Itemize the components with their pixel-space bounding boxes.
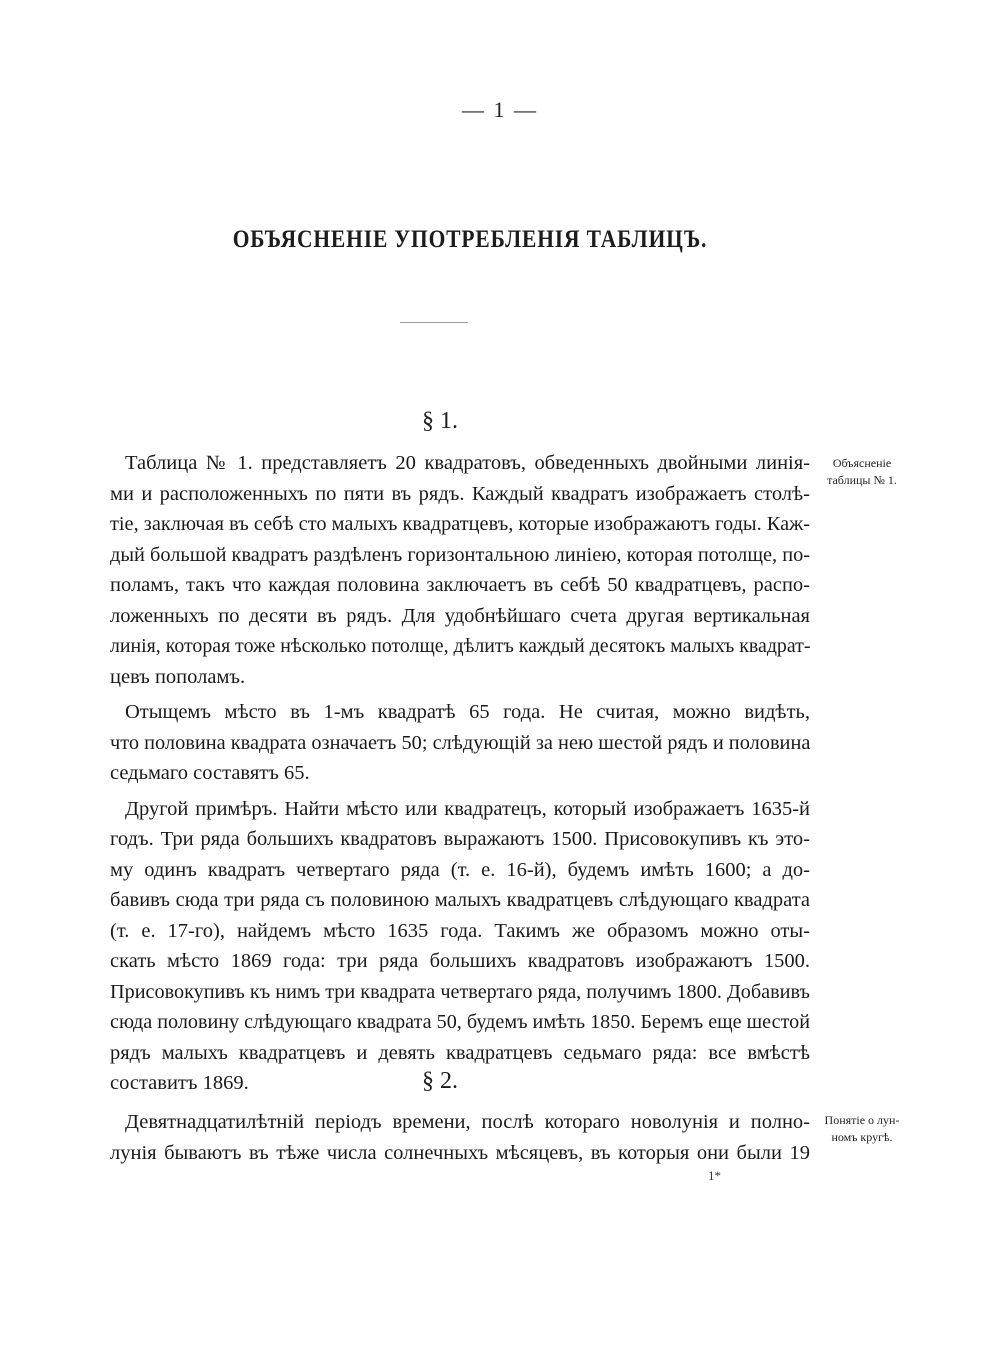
text-line: Девятнадцатилѣтній періодъ времени, послѣ котораго новолунія и полно- (125, 1111, 810, 1133)
section-2-mark: § 2. (422, 1068, 458, 1094)
text-line: что половина квадрата означаетъ 50; слѣдующій за нею шестой рядъ и половина (110, 731, 811, 754)
text-line: поламъ, такъ что каждая половина заключаетъ въ себѣ 50 квадратцевъ, распо- (110, 574, 810, 596)
section-2-margin-note (818, 1112, 906, 1146)
text-line: лунія бываютъ въ тѣже числа солнечныхъ мѣсяцевъ, въ которыя они были 19 (110, 1141, 810, 1164)
section-1-margin-note (818, 455, 906, 489)
text-line: ми и расположенныхъ по пяти въ рядъ. Каждый квадратъ изображаетъ столѣ- (110, 482, 810, 505)
text-line: цевъ пополамъ. (110, 665, 246, 688)
text-line: дый большой квадратъ раздѣленъ горизонтальною линіею, которая потолще, по- (110, 543, 811, 566)
margin-note-line: Понятіе о лун- (824, 1113, 900, 1127)
margin-note-line: номъ кругѣ. (831, 1130, 893, 1144)
text-line: Таблица № 1. представляетъ 20 квадратовъ, обведенныхъ двойными линія- (125, 452, 810, 474)
margin-note-line: Объясненіе (832, 456, 892, 470)
signature-mark: 1* (708, 1168, 721, 1183)
title-divider (400, 322, 468, 323)
text-line: линія, которая тоже нѣсколько потолще, дѣлитъ каждый десятокъ малыхъ квадрат- (110, 635, 811, 657)
text-line: му одинъ квадратъ четвертаго ряда (т. е. 16-й), будемъ имѣть 1600; а до- (110, 858, 810, 881)
section-1-body (110, 448, 810, 1099)
page-number: — 1 — (462, 97, 538, 122)
text-line: рядъ малыхъ квадратцевъ и девять квадратцевъ седьмаго ряда: все вмѣстѣ (110, 1041, 810, 1064)
text-line: Другой примѣръ. Найти мѣсто или квадратецъ, который изображаетъ 1635-й (125, 797, 810, 820)
text-line: бавивъ сюда три ряда съ половиною малыхъ квадратцевъ слѣдующаго квадрата (110, 889, 810, 911)
text-line: тіе, заключая въ себѣ сто малыхъ квадратцевъ, которые изображаютъ годы. Каж- (110, 513, 810, 535)
section-1-mark: § 1. (422, 408, 458, 434)
text-line: седьмаго составятъ 65. (110, 762, 310, 784)
text-line: (т. е. 17-го), найдемъ мѣсто 1635 года. Такимъ же образомъ можно оты- (110, 919, 810, 942)
page-title: ОБЪЯСНЕНІЕ УПОТРЕБЛЕНІЯ ТАБЛИЦЪ. (232, 226, 708, 253)
section-2-body (110, 1107, 810, 1168)
text-line: Отыщемъ мѣсто въ 1-мъ квадратѣ 65 года. Не считая, можно видѣть, (125, 701, 810, 723)
margin-note-line: таблицы № 1. (827, 473, 897, 487)
text-line: скать мѣсто 1869 года: три ряда большихъ квадратовъ изображаютъ 1500. (110, 950, 810, 972)
text-line: ложенныхъ по десяти въ рядъ. Для удобнѣйшаго счета другая вертикальная (110, 604, 810, 627)
text-line: составитъ 1869. (110, 1072, 249, 1094)
text-line: Присовокупивъ къ нимъ три квадрата четвертаго ряда, получимъ 1800. Добавивъ (110, 980, 810, 1003)
text-line: сюда половину слѣдующаго квадрата 50, будемъ имѣть 1850. Беремъ еще шестой (110, 1011, 810, 1033)
text-line: годъ. Три ряда большихъ квадратовъ выражаютъ 1500. Присовокупивъ къ это- (110, 828, 810, 850)
